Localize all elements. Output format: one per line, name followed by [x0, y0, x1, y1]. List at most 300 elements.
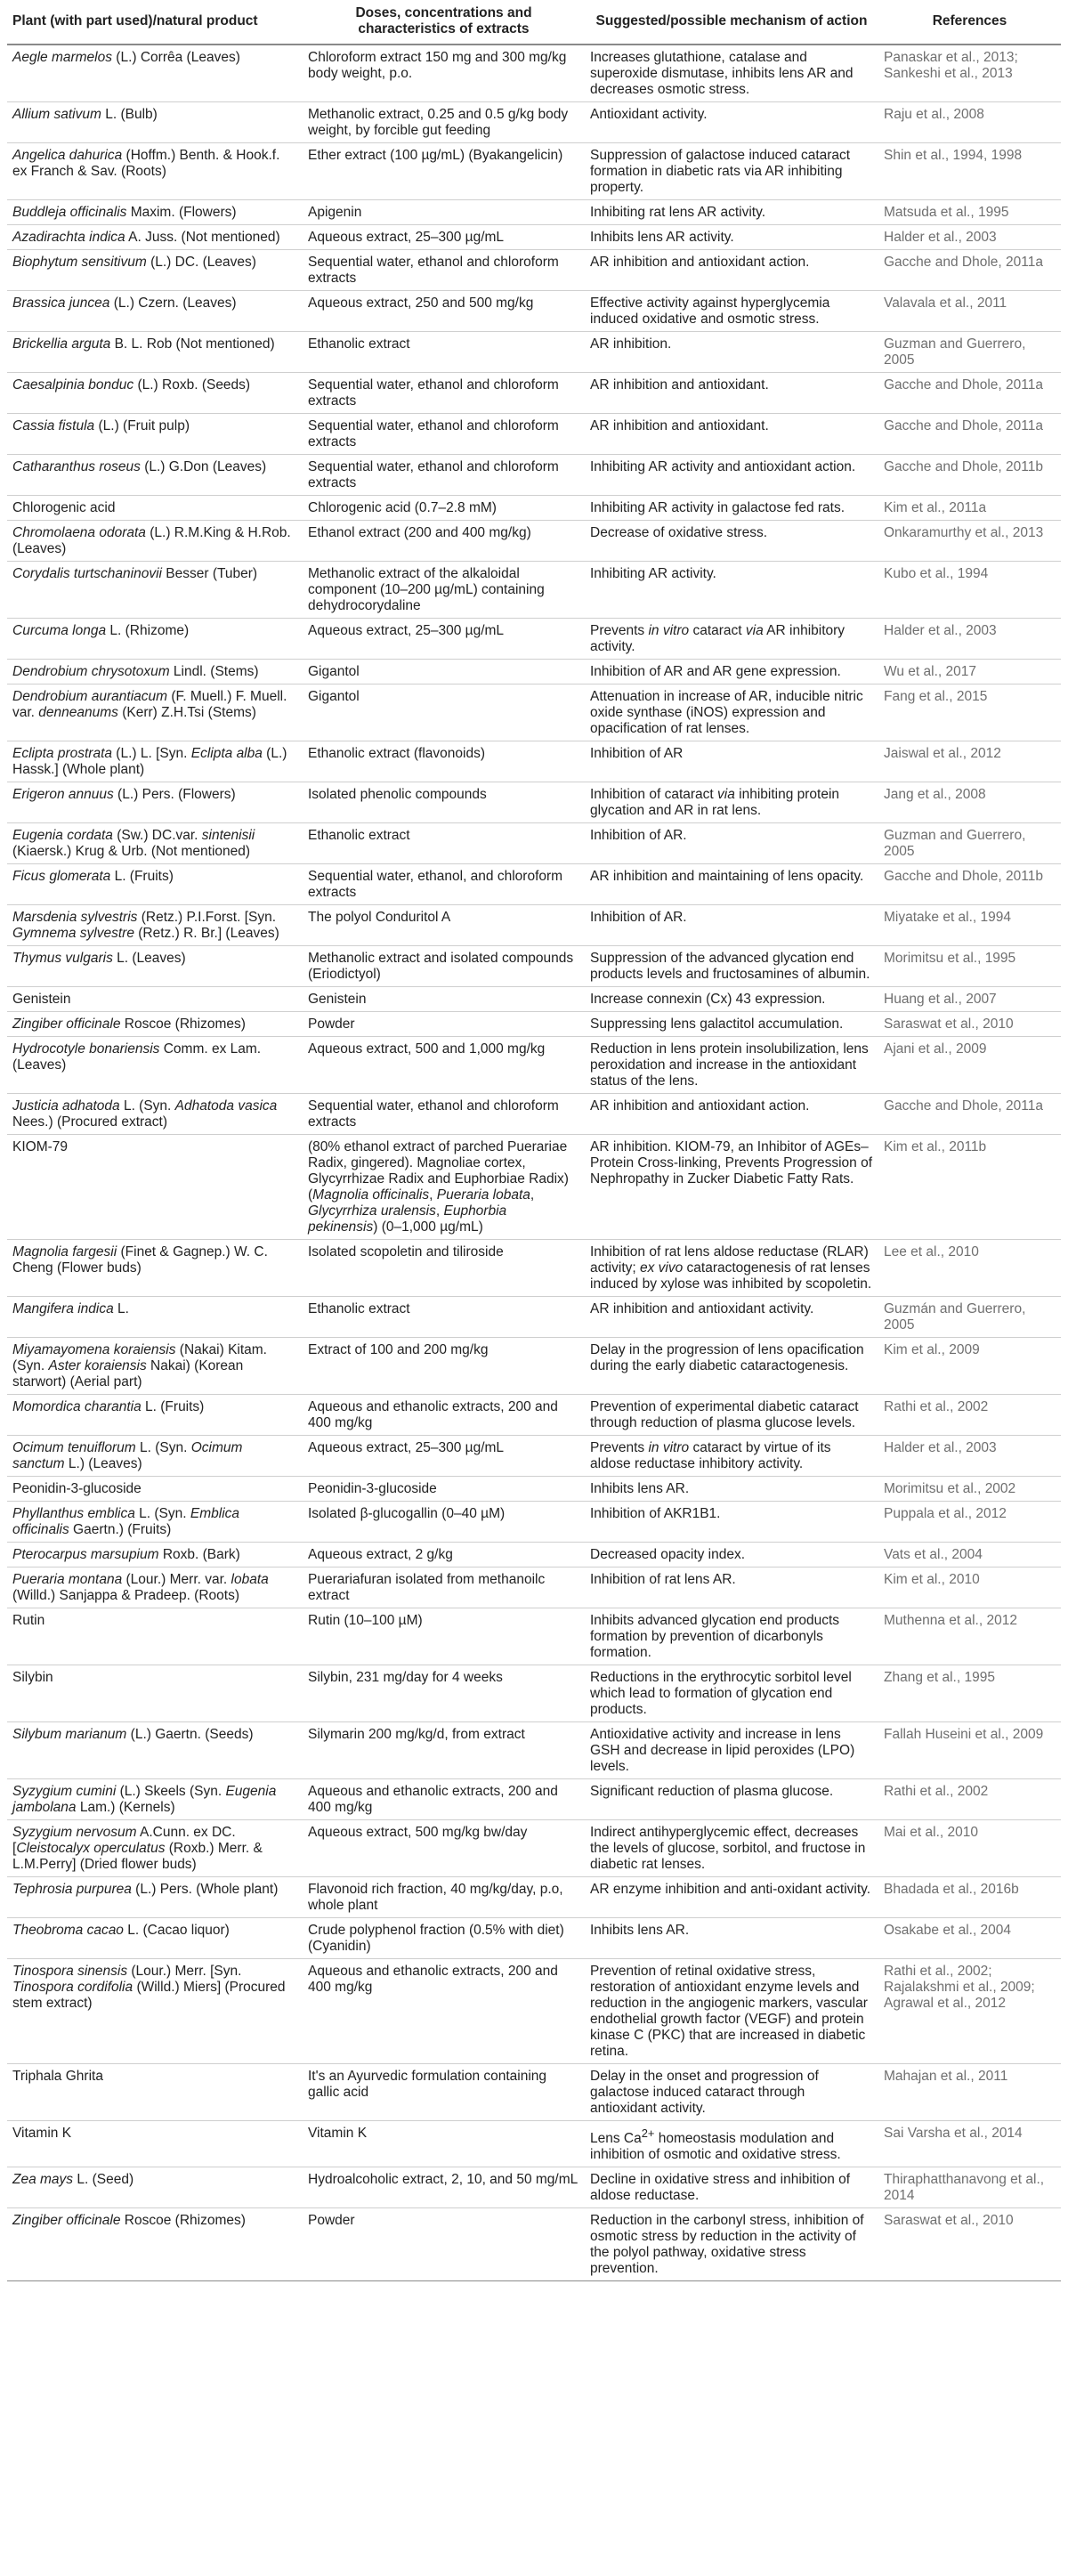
mechanism-cell: AR inhibition.: [585, 332, 878, 373]
dose-cell: Extract of 100 and 200 mg/kg: [303, 1338, 585, 1395]
reference-text: Halder et al., 2003: [884, 1440, 997, 1455]
reference-cell: [878, 946, 1061, 987]
reference-text: Valavala et al., 2011: [884, 296, 1007, 311]
mechanism-cell: Decline in oxidative stress and inhibition of aldose reductase.: [585, 2167, 878, 2208]
dose-cell: Isolated phenolic compounds: [303, 782, 585, 823]
table-row: [7, 1477, 1061, 1502]
reference-cell: [878, 1820, 1061, 1877]
reference-cell: [878, 225, 1061, 250]
dose-cell: Powder: [303, 1012, 585, 1037]
table-row: [7, 1135, 1061, 1240]
plant-cell: Zea mays L. (Seed): [7, 2167, 303, 2208]
dose-cell: Silymarin 200 mg/kg/d, from extract: [303, 1722, 585, 1779]
plant-cell: Brickellia arguta B. L. Rob (Not mentioned): [7, 332, 303, 373]
reference-text: Kubo et al., 1994: [884, 566, 989, 581]
reference-text: Gacche and Dhole, 2011b: [884, 459, 1043, 474]
plant-cell: Vitamin K: [7, 2121, 303, 2167]
dose-cell: Hydroalcoholic extract, 2, 10, and 50 mg/mL: [303, 2167, 585, 2208]
table-row: [7, 1959, 1061, 2064]
plant-cell: Triphala Ghrita: [7, 2064, 303, 2121]
table-row: [7, 1608, 1061, 1665]
table-row: [7, 2064, 1061, 2121]
reference-text: Gacche and Dhole, 2011a: [884, 418, 1043, 433]
dose-cell: Aqueous extract, 250 and 500 mg/kg: [303, 291, 585, 332]
reference-text: Vats et al., 2004: [884, 1547, 983, 1562]
table-row: [7, 2208, 1061, 2281]
mechanism-cell: Lens $Ca^{2+}$ homeostasis modulation and inhibition of osmotic and oxidative stress.: [585, 2121, 878, 2167]
table-row: [7, 1338, 1061, 1395]
table-row: [7, 864, 1061, 905]
plant-cell: Silybum marianum (L.) Gaertn. (Seeds): [7, 1722, 303, 1779]
plant-cell: Zingiber officinale Roscoe (Rhizomes): [7, 2208, 303, 2281]
plant-cell: Curcuma longa L. (Rhizome): [7, 619, 303, 660]
reference-cell: [878, 685, 1061, 741]
dose-cell: Gigantol: [303, 685, 585, 741]
reference-text: Morimitsu et al., 1995: [884, 951, 1016, 966]
table-row: [7, 250, 1061, 291]
table-row: [7, 291, 1061, 332]
plant-cell: Momordica charantia L. (Fruits): [7, 1395, 303, 1436]
plant-cell: Pterocarpus marsupium Roxb. (Bark): [7, 1543, 303, 1567]
dose-cell: Peonidin-3-glucoside: [303, 1477, 585, 1502]
plant-cell: Aegle marmelos (L.) Corrêa (Leaves): [7, 45, 303, 102]
table-row: [7, 2167, 1061, 2208]
reference-cell: [878, 1665, 1061, 1722]
header-references: References: [878, 0, 1061, 45]
table-row: [7, 741, 1061, 782]
reference-text: Halder et al., 2003: [884, 623, 997, 638]
dose-cell: Sequential water, ethanol and chloroform extracts: [303, 1094, 585, 1135]
reference-text: Ajani et al., 2009: [884, 1041, 987, 1057]
table-row: [7, 1543, 1061, 1567]
reference-cell: [878, 1918, 1061, 1959]
reference-text: Kim et al., 2009: [884, 1342, 980, 1357]
reference-cell: [878, 823, 1061, 864]
dose-cell: Sequential water, ethanol and chloroform extracts: [303, 250, 585, 291]
table-row: [7, 414, 1061, 455]
reference-cell: [878, 373, 1061, 414]
reference-cell: [878, 1543, 1061, 1567]
dose-cell: Sequential water, ethanol and chloroform extracts: [303, 414, 585, 455]
reference-cell: [878, 45, 1061, 102]
mechanism-cell: Significant reduction of plasma glucose.: [585, 1779, 878, 1820]
plant-cell: Dendrobium chrysotoxum Lindl. (Stems): [7, 660, 303, 685]
reference-cell: [878, 1502, 1061, 1543]
reference-text: Fang et al., 2015: [884, 689, 988, 704]
table-row: [7, 496, 1061, 521]
mechanism-cell: Inhibiting AR activity.: [585, 562, 878, 619]
table-row: [7, 905, 1061, 946]
plant-cell: Pueraria montana (Lour.) Merr. var. lobata (Willd.) Sanjappa & Pradeep. (Roots): [7, 1567, 303, 1608]
table-row: [7, 562, 1061, 619]
table-row: [7, 823, 1061, 864]
plant-cell: Cassia fistula (L.) (Fruit pulp): [7, 414, 303, 455]
plant-cell: Phyllanthus emblica L. (Syn. Emblica officinalis Gaertn.) (Fruits): [7, 1502, 303, 1543]
reference-cell: [878, 905, 1061, 946]
reference-text: Gacche and Dhole, 2011a: [884, 1098, 1043, 1114]
reference-cell: [878, 619, 1061, 660]
dose-cell: Methanolic extract and isolated compounds (Eriodictyol): [303, 946, 585, 987]
mechanism-cell: AR inhibition and antioxidant action.: [585, 250, 878, 291]
reference-text: Muthenna et al., 2012: [884, 1613, 1017, 1628]
plant-cell: Eclipta prostrata (L.) L. [Syn. Eclipta alba (L.) Hassk.] (Whole plant): [7, 741, 303, 782]
reference-cell: [878, 1608, 1061, 1665]
dose-cell: Crude polyphenol fraction (0.5% with diet) (Cyanidin): [303, 1918, 585, 1959]
table-row: [7, 1567, 1061, 1608]
table-row: [7, 1297, 1061, 1338]
plant-cell: Justicia adhatoda L. (Syn. Adhatoda vasica Nees.) (Procured extract): [7, 1094, 303, 1135]
reference-text: Kim et al., 2011b: [884, 1139, 987, 1154]
table-row: [7, 1436, 1061, 1477]
reference-cell: [878, 1240, 1061, 1297]
mechanism-cell: Indirect antihyperglycemic effect, decreases the levels of glucose, sorbitol, and fructose in diabetic rat lenses.: [585, 1820, 878, 1877]
mechanism-cell: Prevents in vitro cataract by virtue of its aldose reductase inhibitory activity.: [585, 1436, 878, 1477]
plant-cell: Biophytum sensitivum (L.) DC. (Leaves): [7, 250, 303, 291]
mechanism-cell: Inhibition of AR.: [585, 823, 878, 864]
reference-cell: [878, 521, 1061, 562]
reference-text: Bhadada et al., 2016b: [884, 1882, 1019, 1897]
mechanism-cell: Delay in the progression of lens opacification during the early diabetic cataractogenesis.: [585, 1338, 878, 1395]
mechanism-cell: Antioxidative activity and increase in lens GSH and decrease in lipid peroxides (LPO) levels.: [585, 1722, 878, 1779]
dose-cell: Aqueous extract, 25–300 µg/mL: [303, 1436, 585, 1477]
mechanism-cell: Inhibition of rat lens aldose reductase (RLAR) activity; ex vivo cataractogenesis of rat lenses induced by xylose was inhibited by scopoletin.: [585, 1240, 878, 1297]
table-row: [7, 1502, 1061, 1543]
reference-text: Guzman and Guerrero, 2005: [884, 336, 1026, 368]
reference-cell: [878, 864, 1061, 905]
plant-cell: Hydrocotyle bonariensis Comm. ex Lam. (Leaves): [7, 1037, 303, 1094]
dose-cell: Methanolic extract, 0.25 and 0.5 g/kg body weight, by forcible gut feeding: [303, 102, 585, 143]
mechanism-cell: Increases glutathione, catalase and superoxide dismutase, inhibits lens AR and decreases osmotic stress.: [585, 45, 878, 102]
reference-text: Fallah Huseini et al., 2009: [884, 1727, 1044, 1742]
mechanism-cell: Inhibits advanced glycation end products formation by prevention of dicarbonyls formation.: [585, 1608, 878, 1665]
mechanism-cell: Reductions in the erythrocytic sorbitol level which lead to formation of glycation end products.: [585, 1665, 878, 1722]
mechanism-cell: Inhibiting AR activity in galactose fed rats.: [585, 496, 878, 521]
reference-text: Saraswat et al., 2010: [884, 1017, 1014, 1032]
reference-cell: [878, 2167, 1061, 2208]
reference-cell: [878, 200, 1061, 225]
mechanism-cell: Inhibiting rat lens AR activity.: [585, 200, 878, 225]
reference-text: Wu et al., 2017: [884, 664, 976, 679]
mechanism-cell: Reduction in lens protein insolubilization, lens peroxidation and increase in the antioxidant status of the lens.: [585, 1037, 878, 1094]
mechanism-cell: AR inhibition and antioxidant.: [585, 373, 878, 414]
plant-cell: Zingiber officinale Roscoe (Rhizomes): [7, 1012, 303, 1037]
dose-cell: Isolated scopoletin and tiliroside: [303, 1240, 585, 1297]
table-row: [7, 1395, 1061, 1436]
reference-text: Shin et al., 1994, 1998: [884, 148, 1023, 163]
plant-cell: Magnolia fargesii (Finet & Gagnep.) W. C. Cheng (Flower buds): [7, 1240, 303, 1297]
reference-cell: [878, 143, 1061, 200]
plant-cell: Corydalis turtschaninovii Besser (Tuber): [7, 562, 303, 619]
header-plant: Plant (with part used)/natural product: [7, 0, 303, 45]
plant-cell: Peonidin-3-glucoside: [7, 1477, 303, 1502]
reference-cell: [878, 1037, 1061, 1094]
plant-cell: Syzygium cumini (L.) Skeels (Syn. Eugenia jambolana Lam.) (Kernels): [7, 1779, 303, 1820]
plant-cell: Rutin: [7, 1608, 303, 1665]
reference-text: Matsuda et al., 1995: [884, 205, 1009, 220]
reference-text: Jang et al., 2008: [884, 787, 986, 802]
reference-text: Mahajan et al., 2011: [884, 2069, 1008, 2084]
reference-text: Panaskar et al., 2013;: [884, 50, 1018, 65]
reference-text: Rathi et al., 2002: [884, 1784, 989, 1799]
dose-cell: Ethanol extract (200 and 400 mg/kg): [303, 521, 585, 562]
reference-cell: [878, 1477, 1061, 1502]
plant-cell: Eugenia cordata (Sw.) DC.var. sintenisii (Kiaersk.) Krug & Urb. (Not mentioned): [7, 823, 303, 864]
plant-cell: Dendrobium aurantiacum (F. Muell.) F. Muell. var. denneanums (Kerr) Z.H.Tsi (Stems): [7, 685, 303, 741]
table-row: [7, 619, 1061, 660]
mechanism-cell: Inhibition of AKR1B1.: [585, 1502, 878, 1543]
mechanism-cell: Inhibits lens AR.: [585, 1477, 878, 1502]
table-row: [7, 455, 1061, 496]
plant-cell: Theobroma cacao L. (Cacao liquor): [7, 1918, 303, 1959]
table-row: [7, 1037, 1061, 1094]
reference-text: Halder et al., 2003: [884, 230, 997, 245]
plant-cell: Allium sativum L. (Bulb): [7, 102, 303, 143]
mechanism-cell: Antioxidant activity.: [585, 102, 878, 143]
dose-cell: Powder: [303, 2208, 585, 2281]
reference-text: Raju et al., 2008: [884, 107, 984, 122]
dose-cell: Puerariafuran isolated from methanoilc extract: [303, 1567, 585, 1608]
reference-cell: [878, 1959, 1061, 2064]
mechanism-cell: Suppressing lens galactitol accumulation.: [585, 1012, 878, 1037]
dose-cell: Aqueous extract, 2 g/kg: [303, 1543, 585, 1567]
reference-cell: [878, 1722, 1061, 1779]
reference-cell: [878, 332, 1061, 373]
dose-cell: Sequential water, ethanol and chloroform extracts: [303, 455, 585, 496]
dose-cell: Aqueous extract, 500 mg/kg bw/day: [303, 1820, 585, 1877]
mechanism-cell: AR inhibition and antioxidant.: [585, 414, 878, 455]
table-row: [7, 143, 1061, 200]
mechanism-cell: AR inhibition and antioxidant action.: [585, 1094, 878, 1135]
mechanism-cell: AR inhibition and antioxidant activity.: [585, 1297, 878, 1338]
plant-cell: Chromolaena odorata (L.) R.M.King & H.Rob. (Leaves): [7, 521, 303, 562]
dose-cell: Chloroform extract 150 mg and 300 mg/kg body weight, p.o.: [303, 45, 585, 102]
dose-cell: (80% ethanol extract of parched Puerariae Radix, gingered). Magnoliae cortex, Glycyrrhizae Radix and Euphorbiae Radix) (Magnolia officinalis, Pueraria lobata, Glycyrrhiza uralensis, Euphorbia pekinensis) (0–1,000 µg/mL): [303, 1135, 585, 1240]
reference-text: Agrawal et al., 2012: [884, 1996, 1007, 2011]
plant-cell: KIOM-79: [7, 1135, 303, 1240]
dose-cell: Rutin (10–100 µM): [303, 1608, 585, 1665]
mechanism-cell: Inhibits lens AR activity.: [585, 225, 878, 250]
table-row: [7, 782, 1061, 823]
table-row: [7, 1665, 1061, 1722]
plant-cell: Syzygium nervosum A.Cunn. ex DC. [Cleistocalyx operculatus (Roxb.) Merr. & L.M.Perry] (Dried flower buds): [7, 1820, 303, 1877]
dose-cell: Gigantol: [303, 660, 585, 685]
mechanism-cell: AR inhibition. KIOM-79, an Inhibitor of AGEs–Protein Cross-linking, Prevents Progression of Nephropathy in Zucker Diabetic Fatty Rats.: [585, 1135, 878, 1240]
reference-text: Lee et al., 2010: [884, 1244, 979, 1260]
reference-text: Kim et al., 2010: [884, 1572, 980, 1587]
reference-cell: [878, 1012, 1061, 1037]
dose-cell: Aqueous and ethanolic extracts, 200 and 400 mg/kg: [303, 1395, 585, 1436]
dose-cell: Ethanolic extract: [303, 332, 585, 373]
table-row: [7, 225, 1061, 250]
dose-cell: Isolated β-glucogallin (0–40 µM): [303, 1502, 585, 1543]
reference-text: Mai et al., 2010: [884, 1825, 978, 1840]
reference-text: Rajalakshmi et al., 2009;: [884, 1980, 1035, 1995]
mechanism-cell: AR inhibition and maintaining of lens opacity.: [585, 864, 878, 905]
mechanism-cell: Inhibits lens AR.: [585, 1918, 878, 1959]
mechanism-cell: Inhibition of AR.: [585, 905, 878, 946]
table-row: [7, 987, 1061, 1012]
mechanism-cell: Increase connexin (Cx) 43 expression.: [585, 987, 878, 1012]
reference-text: Huang et al., 2007: [884, 992, 997, 1007]
reference-cell: [878, 1338, 1061, 1395]
dose-cell: Genistein: [303, 987, 585, 1012]
plant-cell: Ocimum tenuiflorum L. (Syn. Ocimum sanctum L.) (Leaves): [7, 1436, 303, 1477]
table-row: [7, 102, 1061, 143]
reference-cell: [878, 455, 1061, 496]
mechanism-cell: Prevents in vitro cataract via AR inhibitory activity.: [585, 619, 878, 660]
dose-cell: Silybin, 231 mg/day for 4 weeks: [303, 1665, 585, 1722]
plant-cell: Catharanthus roseus (L.) G.Don (Leaves): [7, 455, 303, 496]
header-row: [7, 0, 1061, 45]
reference-text: Sai Varsha et al., 2014: [884, 2126, 1023, 2141]
dose-cell: Aqueous extract, 25–300 µg/mL: [303, 619, 585, 660]
reference-text: Puppala et al., 2012: [884, 1506, 1007, 1521]
mechanism-cell: Inhibition of rat lens AR.: [585, 1567, 878, 1608]
table-row: [7, 946, 1061, 987]
table-row: [7, 1240, 1061, 1297]
plant-cell: Thymus vulgaris L. (Leaves): [7, 946, 303, 987]
reference-cell: [878, 1877, 1061, 1918]
table-row: [7, 1918, 1061, 1959]
mechanism-cell: Attenuation in increase of AR, inducible nitric oxide synthase (iNOS) expression and opacification of rat lenses.: [585, 685, 878, 741]
table-body: [7, 45, 1061, 2281]
table-row: [7, 45, 1061, 102]
reference-text: Rathi et al., 2002: [884, 1399, 989, 1414]
mechanism-cell: Delay in the onset and progression of galactose induced cataract through antioxidant activity.: [585, 2064, 878, 2121]
reference-text: Guzmán and Guerrero, 2005: [884, 1301, 1026, 1333]
table-row: [7, 373, 1061, 414]
mechanism-cell: Decreased opacity index.: [585, 1543, 878, 1567]
dose-cell: Vitamin K: [303, 2121, 585, 2167]
dose-cell: It's an Ayurvedic formulation containing gallic acid: [303, 2064, 585, 2121]
table-row: [7, 2121, 1061, 2167]
reference-cell: [878, 1779, 1061, 1820]
plant-cell: Marsdenia sylvestris (Retz.) P.I.Forst. [Syn. Gymnema sylvestre (Retz.) R. Br.] (Leaves): [7, 905, 303, 946]
dose-cell: Flavonoid rich fraction, 40 mg/kg/day, p.o, whole plant: [303, 1877, 585, 1918]
dose-cell: The polyol Conduritol A: [303, 905, 585, 946]
reference-cell: [878, 102, 1061, 143]
table-row: [7, 521, 1061, 562]
table-row: [7, 660, 1061, 685]
dose-cell: Ethanolic extract: [303, 823, 585, 864]
mechanism-cell: Prevention of retinal oxidative stress, restoration of antioxidant enzyme levels and reduction in the angiogenic markers, vascular endothelial growth factor (VEGF) and protein kinase C (PKC) that are increased in diabetic retina.: [585, 1959, 878, 2064]
plant-cell: Silybin: [7, 1665, 303, 1722]
mechanism-cell: Decrease of oxidative stress.: [585, 521, 878, 562]
reference-cell: [878, 291, 1061, 332]
table-row: [7, 1820, 1061, 1877]
mechanism-cell: Inhibition of AR: [585, 741, 878, 782]
reference-cell: [878, 1297, 1061, 1338]
dose-cell: Aqueous and ethanolic extracts, 200 and 400 mg/kg: [303, 1779, 585, 1820]
reference-cell: [878, 1395, 1061, 1436]
mechanism-cell: AR enzyme inhibition and anti-oxidant activity.: [585, 1877, 878, 1918]
mechanism-cell: Suppression of the advanced glycation end products levels and fructosamines of albumin.: [585, 946, 878, 987]
table-row: [7, 332, 1061, 373]
table-row: [7, 685, 1061, 741]
reference-cell: [878, 1567, 1061, 1608]
plant-cell: Ficus glomerata L. (Fruits): [7, 864, 303, 905]
reference-cell: [878, 562, 1061, 619]
dose-cell: Sequential water, ethanol, and chloroform extracts: [303, 864, 585, 905]
mechanism-cell: Suppression of galactose induced cataract formation in diabetic rats via AR inhibiting property.: [585, 143, 878, 200]
plant-cell: Buddleja officinalis Maxim. (Flowers): [7, 200, 303, 225]
reference-text: Jaiswal et al., 2012: [884, 746, 1001, 761]
dose-cell: Aqueous and ethanolic extracts, 200 and 400 mg/kg: [303, 1959, 585, 2064]
table-row: [7, 1094, 1061, 1135]
reference-text: Onkaramurthy et al., 2013: [884, 525, 1044, 540]
header-mechanism: Suggested/possible mechanism of action: [585, 0, 878, 45]
dose-cell: Ethanolic extract (flavonoids): [303, 741, 585, 782]
mechanism-cell: Inhibition of cataract via inhibiting protein glycation and AR in rat lens.: [585, 782, 878, 823]
reference-text: Gacche and Dhole, 2011a: [884, 377, 1043, 393]
plant-cell: Miyamayomena koraiensis (Nakai) Kitam. (Syn. Aster koraiensis Nakai) (Korean starwort) (Aerial part): [7, 1338, 303, 1395]
reference-text: Zhang et al., 1995: [884, 1670, 995, 1685]
reference-cell: [878, 496, 1061, 521]
dose-cell: Ethanolic extract: [303, 1297, 585, 1338]
plant-cell: Caesalpinia bonduc (L.) Roxb. (Seeds): [7, 373, 303, 414]
reference-text: Gacche and Dhole, 2011a: [884, 255, 1043, 270]
table-row: [7, 200, 1061, 225]
reference-text: Saraswat et al., 2010: [884, 2213, 1014, 2229]
mechanism-cell: Effective activity against hyperglycemia induced oxidative and osmotic stress.: [585, 291, 878, 332]
plant-cell: Genistein: [7, 987, 303, 1012]
plant-cell: Azadirachta indica A. Juss. (Not mentioned): [7, 225, 303, 250]
reference-cell: [878, 414, 1061, 455]
data-table: [7, 0, 1061, 2281]
reference-text: Morimitsu et al., 2002: [884, 1481, 1016, 1496]
mechanism-cell: Inhibiting AR activity and antioxidant action.: [585, 455, 878, 496]
table-row: [7, 1877, 1061, 1918]
reference-text: Guzman and Guerrero, 2005: [884, 828, 1026, 859]
dose-cell: Chlorogenic acid (0.7–2.8 mM): [303, 496, 585, 521]
reference-text: Osakabe et al., 2004: [884, 1923, 1012, 1938]
reference-cell: [878, 2208, 1061, 2281]
plant-cell: Mangifera indica L.: [7, 1297, 303, 1338]
reference-cell: [878, 1436, 1061, 1477]
plant-cell: Brassica juncea (L.) Czern. (Leaves): [7, 291, 303, 332]
table-row: [7, 1722, 1061, 1779]
reference-cell: [878, 660, 1061, 685]
plant-cell: Erigeron annuus (L.) Pers. (Flowers): [7, 782, 303, 823]
mechanism-cell: Inhibition of AR and AR gene expression.: [585, 660, 878, 685]
header-doses: Doses, concentrations and characteristics of extracts: [303, 0, 585, 45]
reference-cell: [878, 741, 1061, 782]
dose-cell: Ether extract (100 µg/mL) (Byakangelicin): [303, 143, 585, 200]
reference-cell: [878, 250, 1061, 291]
reference-text: Thiraphatthanavong et al., 2014: [884, 2172, 1045, 2204]
plant-cell: Chlorogenic acid: [7, 496, 303, 521]
plant-cell: Tinospora sinensis (Lour.) Merr. [Syn. Tinospora cordifolia (Willd.) Miers] (Procured stem extract): [7, 1959, 303, 2064]
reference-text: Sankeshi et al., 2013: [884, 66, 1013, 81]
dose-cell: Apigenin: [303, 200, 585, 225]
table-row: [7, 1779, 1061, 1820]
dose-cell: Aqueous extract, 500 and 1,000 mg/kg: [303, 1037, 585, 1094]
reference-cell: [878, 2121, 1061, 2167]
reference-text: Rathi et al., 2002;: [884, 1964, 992, 1979]
dose-cell: Aqueous extract, 25–300 µg/mL: [303, 225, 585, 250]
plant-cell: Tephrosia purpurea (L.) Pers. (Whole plant): [7, 1877, 303, 1918]
dose-cell: Methanolic extract of the alkaloidal component (10–200 µg/mL) containing dehydrocorydaline: [303, 562, 585, 619]
reference-text: Gacche and Dhole, 2011b: [884, 869, 1043, 884]
reference-text: Kim et al., 2011a: [884, 500, 987, 515]
reference-cell: [878, 2064, 1061, 2121]
reference-cell: [878, 1135, 1061, 1240]
table-row: [7, 1012, 1061, 1037]
reference-cell: [878, 987, 1061, 1012]
mechanism-cell: Prevention of experimental diabetic cataract through reduction of plasma glucose levels.: [585, 1395, 878, 1436]
plant-cell: Angelica dahurica (Hoffm.) Benth. & Hook.f. ex Franch & Sav. (Roots): [7, 143, 303, 200]
mechanism-cell: Reduction in the carbonyl stress, inhibition of osmotic stress by reduction in the activity of the polyol pathway, oxidative stress prevention.: [585, 2208, 878, 2281]
